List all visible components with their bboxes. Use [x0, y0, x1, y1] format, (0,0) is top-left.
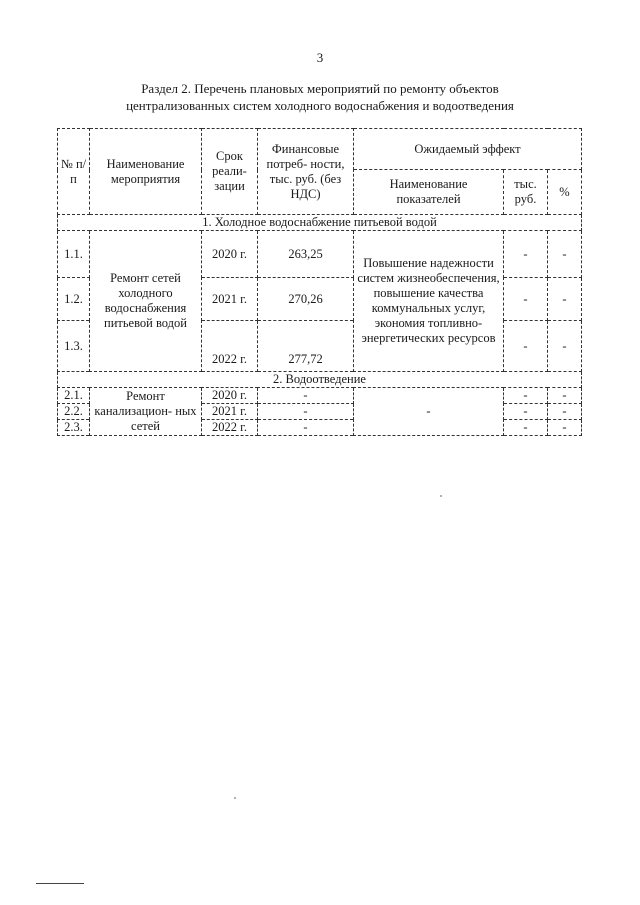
row-finance: - [258, 404, 354, 420]
row-year: 2022 г. [202, 321, 258, 372]
row-rub: - [504, 404, 548, 420]
header-finance: Финансовые потреб- ности, тыс. руб. (без НДС) [258, 129, 354, 215]
row-year: 2020 г. [202, 231, 258, 278]
section-1-title: 1. Холодное водоснабжение питьевой водой [58, 215, 582, 231]
row-num: 1.2. [58, 278, 90, 321]
row-pct: - [548, 420, 582, 436]
row-pct: - [548, 388, 582, 404]
row-rub: - [504, 231, 548, 278]
row-pct: - [548, 231, 582, 278]
scan-speck [234, 797, 236, 799]
row-num: 2.2. [58, 404, 90, 420]
table-row [58, 231, 582, 278]
row-pct: - [548, 404, 582, 420]
header-term: Срок реали- зации [202, 129, 258, 215]
row-year: 2021 г. [202, 404, 258, 420]
header-percent: % [548, 170, 582, 215]
row-rub: - [504, 420, 548, 436]
row-finance: 270,26 [258, 278, 354, 321]
row-num: 1.3. [58, 321, 90, 372]
activity-name: Ремонт канализацион- ных сетей [90, 388, 202, 436]
row-finance: 277,72 [258, 321, 354, 372]
expected-effect: Повышение надежности систем жизнеобеспечения, повышение качества коммунальных услуг, экономия топливно-энергетических ресурсов [354, 231, 504, 372]
row-year: 2020 г. [202, 388, 258, 404]
row-year: 2021 г. [202, 278, 258, 321]
row-year: 2022 г. [202, 420, 258, 436]
table-row [58, 388, 582, 404]
section-title-line-1: Раздел 2. Перечень плановых мероприятий по ремонту объектов [141, 81, 499, 96]
activities-table [57, 128, 582, 436]
section-title-line-2: централизованных систем холодного водоснабжения и водоотведения [126, 98, 514, 113]
expected-effect: - [354, 388, 504, 436]
row-num: 2.3. [58, 420, 90, 436]
header-num: № п/п [58, 129, 90, 215]
row-num: 2.1. [58, 388, 90, 404]
row-finance: 263,25 [258, 231, 354, 278]
section-2-title: 2. Водоотведение [58, 372, 582, 388]
page-number: 3 [316, 50, 324, 65]
row-finance: - [258, 420, 354, 436]
row-rub: - [504, 321, 548, 372]
scan-speck [440, 495, 442, 497]
footer-rule [36, 883, 84, 884]
row-finance: - [258, 388, 354, 404]
activity-name: Ремонт сетей холодного водоснабжения питьевой водой [90, 231, 202, 372]
header-indicators: Наименование показателей [354, 170, 504, 215]
header-thous-rub: тыс. руб. [504, 170, 548, 215]
row-rub: - [504, 388, 548, 404]
row-num: 1.1. [58, 231, 90, 278]
section-title [60, 80, 580, 114]
row-pct: - [548, 321, 582, 372]
header-expected-effect: Ожидаемый эффект [354, 129, 582, 170]
header-activity: Наименование мероприятия [90, 129, 202, 215]
row-pct: - [548, 278, 582, 321]
row-rub: - [504, 278, 548, 321]
